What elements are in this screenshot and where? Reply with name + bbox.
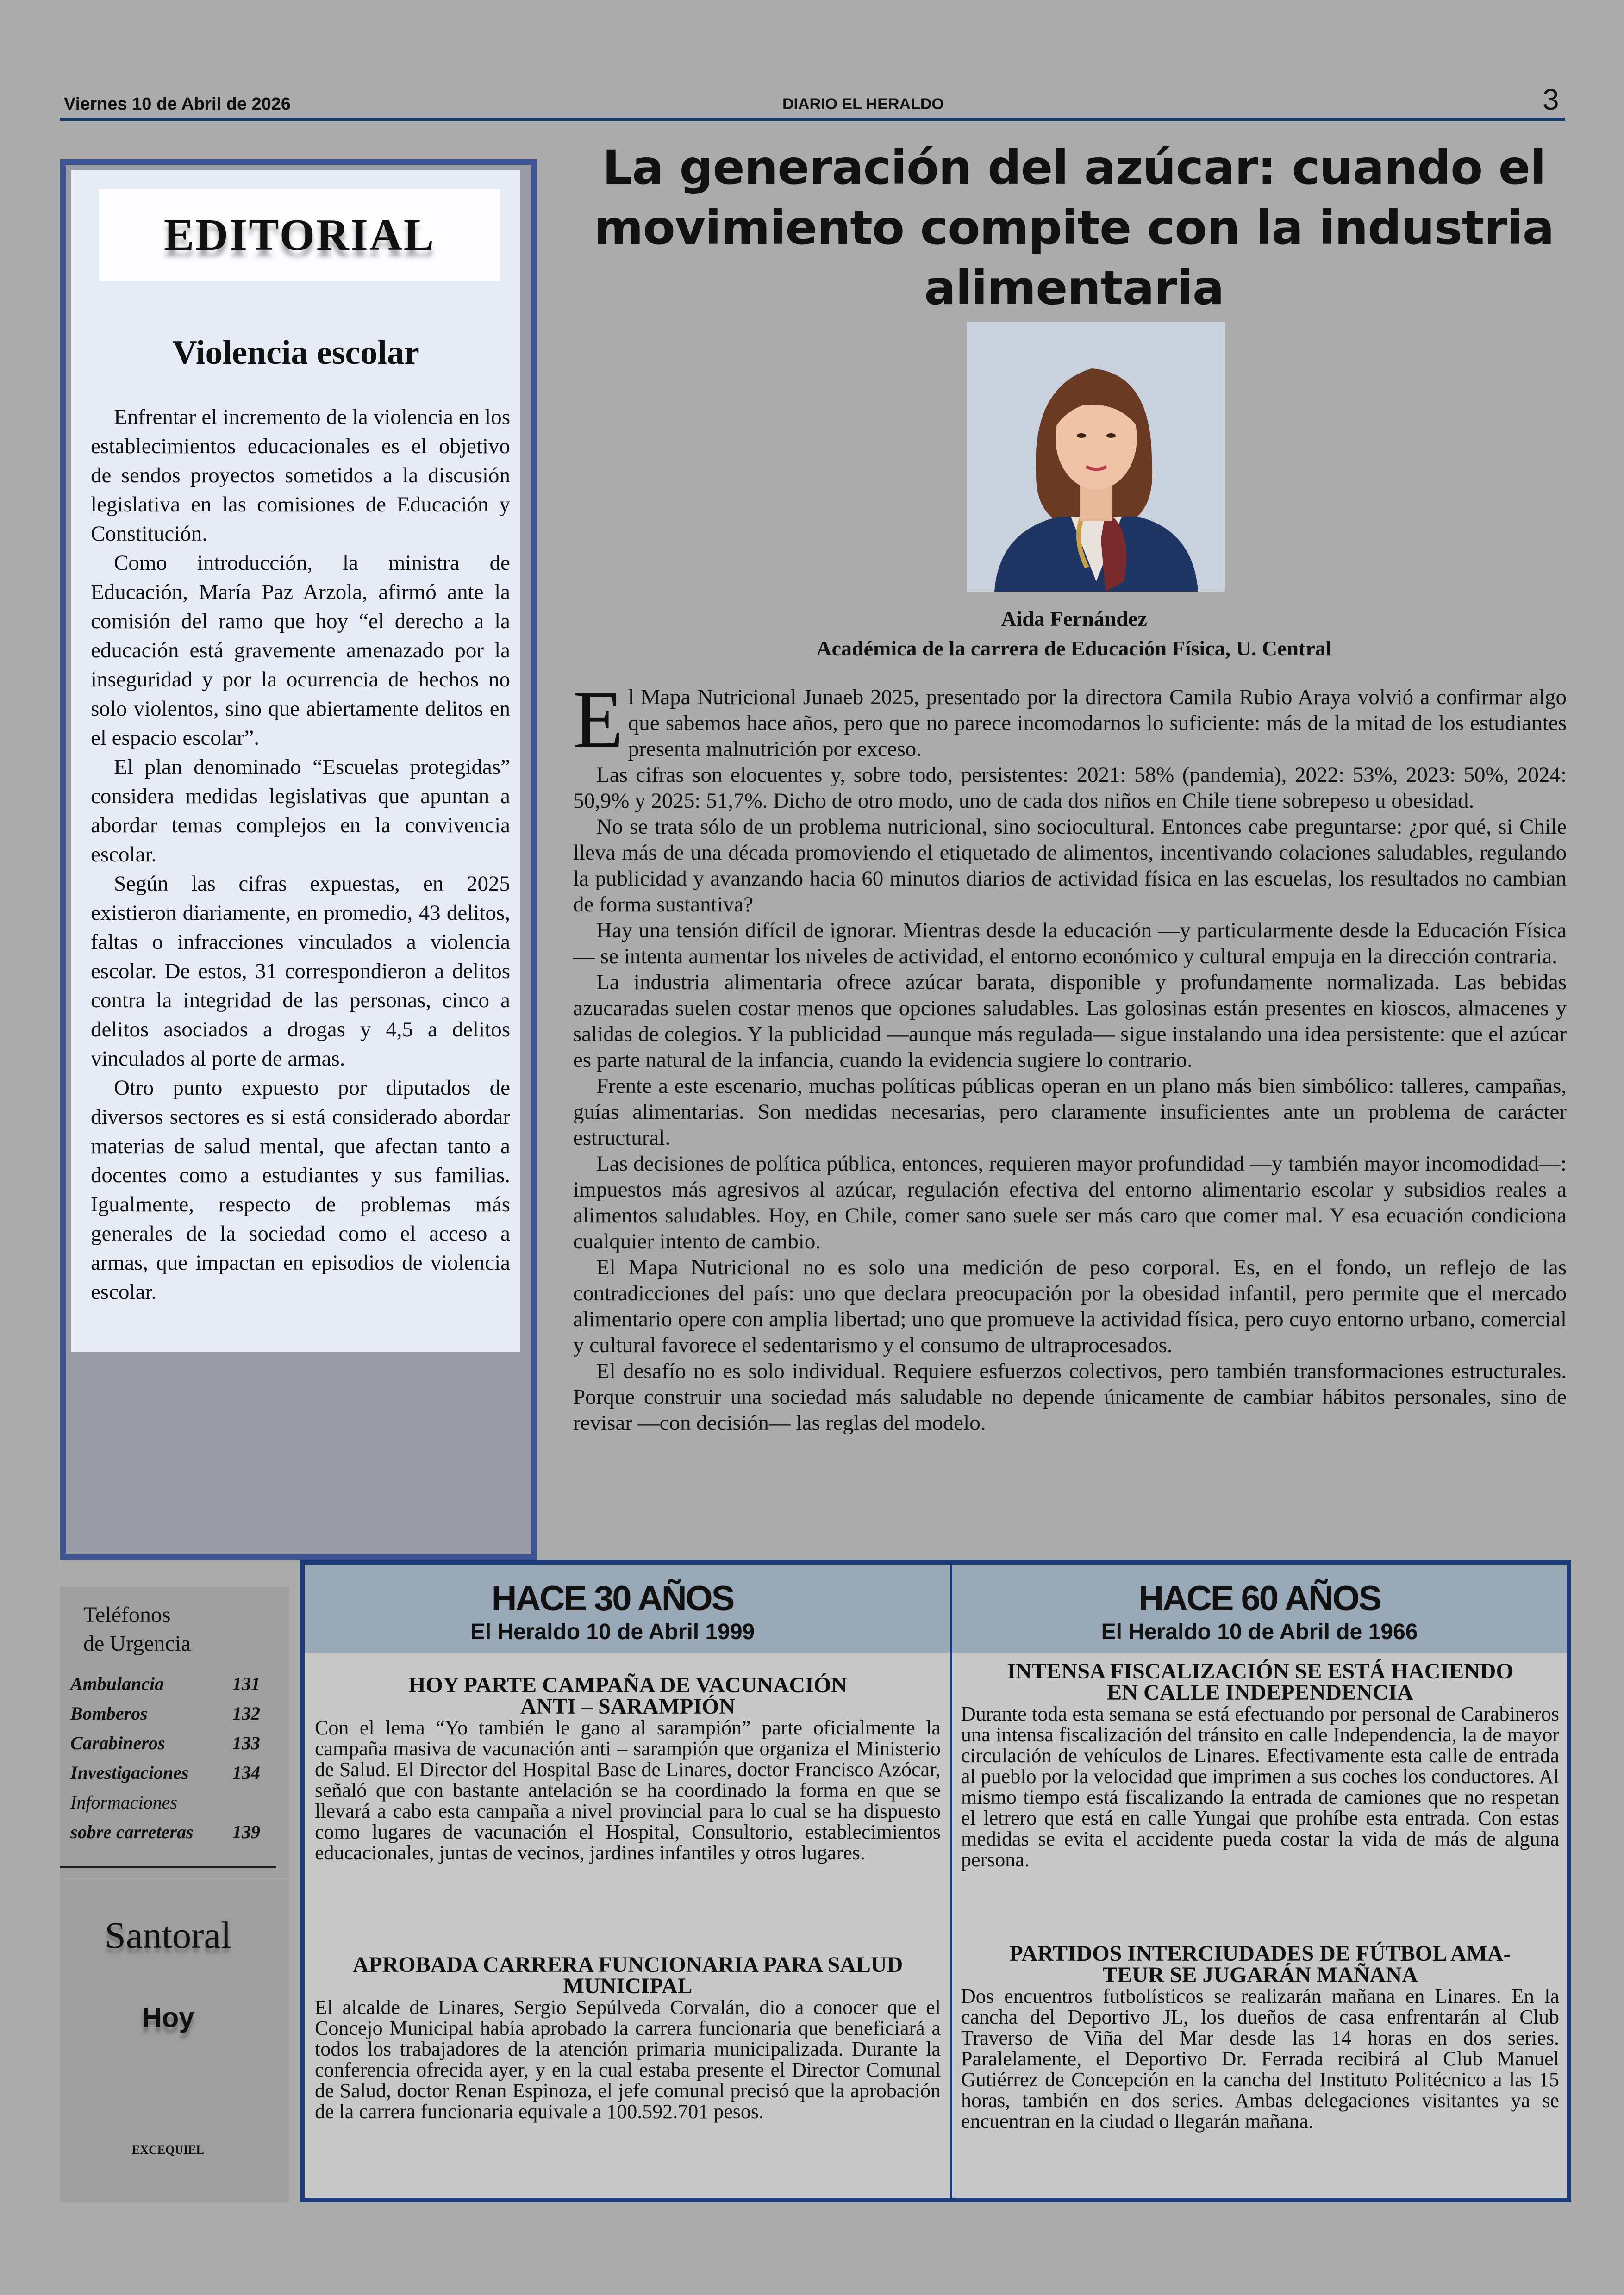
- emergency-number: 133: [232, 1733, 260, 1753]
- emergency-label: Carabineros: [70, 1733, 165, 1753]
- emergency-number: 139: [232, 1821, 260, 1842]
- news-headline-line: MUNICIPAL: [563, 1974, 693, 1998]
- editorial-paragraph: Según las cifras expuestas, en 2025 existieron diariamente, en promedio, 43 delitos, faltas o infracciones vinculados a violencia escolar. De estos, 31 correspondieron a delitos contra la integridad de las personas, cinco a delitos asociados a drogas y 4,5 a delitos vinculados al porte de armas.: [91, 872, 510, 1071]
- newspaper-name: DIARIO EL HERALDO: [782, 95, 944, 113]
- issue-date: Viernes 10 de Abril de 2026: [64, 94, 291, 114]
- editorial-title: Violencia escolar: [172, 334, 419, 372]
- emergency-label: Ambulancia: [70, 1673, 164, 1694]
- news-headline-line: ANTI – SARAMPIÓN: [520, 1694, 735, 1719]
- news-headline: [315, 1675, 941, 1717]
- emergency-label: Bomberos: [70, 1703, 148, 1724]
- archive-60-subheading: El Heraldo 10 de Abril de 1966: [1101, 1620, 1418, 1644]
- editorial-paragraph: Enfrentar el incremento de la violencia en los establecimientos educacionales es el objetivo de sendos proyectos sometidos a la discusión legislativa en las comisiones de Educación y Constitución.: [91, 405, 510, 546]
- news-headline-line: TEUR SE JUGARÁN MAÑANA: [1102, 1963, 1418, 1987]
- page-number: 3: [1543, 83, 1559, 116]
- article-title: La generación del azúcar: cuando el movimiento compite con la industria alimentaria: [594, 140, 1554, 316]
- emergency-heading: [83, 1601, 191, 1658]
- news-body: Dos encuentros futbolísticos se realizarán mañana en Linares. En la cancha del Deportivo JL, los dueños de casa enfrentarán al Club Traverso de Viña del Mar desde las 14 horas en dos series. Paralelamente, el Deportivo Dr. Ferrada recibirá al Club Manuel Gutiérrez de Concepción en la cancha del Instituto Politécnico a las 15 horas, también en dos series. Ambas delegaciones visitantes ya se encuentran en la ciudad o llegarán mañana.: [961, 1985, 1559, 2133]
- emergency-list: [70, 1669, 260, 1847]
- emergency-entry: [70, 1728, 260, 1758]
- editorial-paragraph: Otro punto expuesto por diputados de diversos sectores es si está considerado abordar materias de salud mental, que afectan tanto a docentes como a estudiantes y sus familias. Igualmente, respecto de problemas más generales de la sociedad como el acceso a armas, que impactan en episodios de violencia escolar.: [91, 1076, 510, 1304]
- emergency-number: 131: [232, 1673, 260, 1694]
- editorial-paragraph: El plan denominado “Escuelas protegidas” considera medidas legislativas que apuntan a abordar temas complejos en la convivencia escolar.: [91, 755, 510, 867]
- archive-60-item: [961, 1661, 1559, 1870]
- archive-30-item: [315, 1954, 941, 2122]
- header-rule: [60, 118, 1565, 121]
- emergency-entry: [70, 1699, 260, 1728]
- author-name: Aida Fernández: [1001, 607, 1147, 630]
- article-paragraph: No se trata sólo de un problema nutricional, sino sociocultural. Entonces cabe preguntarse: ¿por qué, si Chile lleva más de una década promoviendo el etiquetado de alimentos, incentivando colaciones saludables, regulando la publicidad y avanzando hacia 60 minutos diarios de actividad física en las escuelas, los resultados no cambian de forma sustantiva?: [573, 815, 1567, 917]
- article-paragraph: Hay una tensión difícil de ignorar. Mientras desde la educación —y particularmente desde la Educación Física— se intenta aumentar los niveles de actividad, el entorno económico y cultural empuja en la dirección contraria.: [573, 918, 1567, 968]
- news-headline-line: HOY PARTE CAMPAÑA DE VACUNACIÓN: [408, 1673, 847, 1697]
- news-headline: [961, 1661, 1559, 1703]
- emergency-note-text: Informaciones: [70, 1792, 178, 1813]
- article-lead-paragraph: [573, 674, 1567, 765]
- emergency-entry: [70, 1758, 260, 1788]
- article-paragraph: Las decisiones de política pública, entonces, requieren mayor profundidad —y también mayor incomodidad—: impuestos más agresivos al azúcar, regulación efectiva del entorno alimentario escolar y subsidios reales a alimentos saludables. Hoy, en Chile, comer sano suele ser más caro que comer mal. Y esa ecuación condiciona cualquier intento de cambio.: [573, 1152, 1567, 1254]
- emergency-entry: [70, 1817, 260, 1847]
- author-photo: [967, 322, 1225, 592]
- archive-30-subheading: El Heraldo 10 de Abril 1999: [470, 1620, 755, 1644]
- emergency-number: 132: [232, 1703, 260, 1724]
- article-paragraph: El desafío no es solo individual. Requiere esfuerzos colectivos, pero también transformaciones estructurales. Porque construir una sociedad más saludable no depende únicamente de cambiar hábitos personales, sino de revisar —con decisión— las reglas del modelo.: [573, 1359, 1567, 1435]
- sidebar-divider: [60, 1866, 276, 1868]
- editorial-body: [91, 403, 510, 1307]
- emergency-label: Investigaciones: [70, 1762, 189, 1783]
- santoral-title: Santoral: [105, 1914, 231, 1956]
- santoral-today: Hoy: [142, 2002, 194, 2033]
- santoral-saint: EXCEQUIEL: [131, 2143, 205, 2157]
- news-headline-line: INTENSA FISCALIZACIÓN SE ESTÁ HACIENDO: [1007, 1659, 1513, 1684]
- emergency-number: 134: [232, 1762, 260, 1783]
- emergency-note: [70, 1788, 260, 1817]
- article-paragraph: Las cifras son elocuentes y, sobre todo, persistentes: 2021: 58% (pandemia), 2022: 53%, 2023: 50%, 2024: 50,9% y 2025: 51,7%. Dicho de otro modo, uno de cada dos niños en Chile tiene sobrepeso u obesidad.: [573, 763, 1567, 813]
- editorial-paragraph: Como introducción, la ministra de Educación, María Paz Arzola, afirmó ante la comisión del ramo que hoy “el derecho a la educación está gravemente amenazado por la inseguridad y por la ocurrencia de hechos no solo violentos, sino que abiertamente delitos en el espacio escolar”.: [91, 551, 510, 750]
- archive-divider: [950, 1565, 952, 2198]
- author-portrait-illustration: [967, 322, 1225, 592]
- news-body: Durante toda esta semana se está efectuando por personal de Carabineros una intensa fiscalización del tránsito en calle Independencia, la de mayor circulación de vehículos de Linares. Efectivamente esta calle de entrada al pueblo por la velocidad que imprimen a sus coches los conductores. Al mismo tiempo está fiscalizando la entrada de camiones que no respetan el letrero que está en calle Yungai que prohíbe esta entrada. Con estas medidas se evita el accidente pueda costar la vida de más de alguna persona.: [961, 1703, 1559, 1871]
- article-paragraph: La industria alimentaria ofrece azúcar barata, disponible y profundamente normalizada. Las bebidas azucaradas suelen costar menos que opciones saludables. Las golosinas están presentes en kioscos, almacenes y salidas de colegios. Y la publicidad —aunque más regulada— sigue instalando una idea persistente: que el azúcar es parte natural de la infancia, cuando la evidencia sugiere lo contrario.: [573, 970, 1567, 1072]
- emergency-entry: [70, 1669, 260, 1699]
- archive-60-heading: HACE 60 AÑOS: [1138, 1579, 1380, 1618]
- archive-60-item: [961, 1943, 1559, 2132]
- news-body: Con el lema “Yo también le gano al sarampión” parte oficialmente la campaña masiva de vacunación anti – sarampión que organiza el Ministerio de Salud. El Director del Hospital Base de Linares, doctor Francisco Azócar, señaló que con bastante antelación se ha coordinado la forma en que se llevará a cabo esta campaña a nivel provincial para lo cual se ha dispuesto como lugares de vacunación el Hospital, Consultorio, establecimientos educacionales, juntas de vecinos, jardines infantiles y otros lugares.: [315, 1716, 941, 1864]
- news-headline-line: APROBADA CARRERA FUNCIONARIA PARA SALUD: [352, 1952, 903, 1977]
- emergency-heading-line1: Teléfonos: [83, 1603, 171, 1627]
- emergency-label: sobre carreteras: [70, 1821, 194, 1842]
- news-body: El alcalde de Linares, Sergio Sepúlveda Corvalán, dio a conocer que el Concejo Municipal había aprobado la carrera funcionaria que beneficiará a todos los trabajadores de la atención primaria municipalizada. Durante la conferencia ofrecida ayer, y en la cual estaba presente el Director Comunal de Salud, doctor Renan Espinoza, el jefe comunal precisó que la aprobación de la carrera funcionaria equivale a 100.592.701 pesos.: [315, 1996, 941, 2123]
- article-paragraph: Frente a este escenario, muchas políticas públicas operan en un plano más bien simbólico: talleres, campañas, guías alimentarias. Son medidas necesarias, pero claramente insuficientes ante un problema de carácter estructural.: [573, 1074, 1567, 1150]
- editorial-banner: EDITORIAL: [99, 189, 500, 281]
- news-headline: [961, 1943, 1559, 1986]
- article-body: [573, 674, 1567, 1436]
- news-headline-line: EN CALLE INDEPENDENCIA: [1107, 1680, 1413, 1705]
- article-paragraph: El Mapa Nutricional no es solo una medición de peso corporal. Es, en el fondo, un reflejo de las contradicciones del país: uno que declara preocupación por la obesidad infantil, pero permite que el mercado alimentario opere con amplia libertad; uno que promueve la actividad física, pero cuyo entorno urbano, comercial y cultural favorece el sedentarismo y el consumo de ultraprocesados.: [573, 1255, 1567, 1357]
- archive-30-heading: HACE 30 AÑOS: [491, 1579, 734, 1618]
- author-role: Académica de la carrera de Educación Física, U. Central: [816, 636, 1332, 660]
- drop-cap: E: [573, 674, 624, 765]
- emergency-heading-line2: de Urgencia: [83, 1631, 191, 1656]
- article-lead-text: l Mapa Nutricional Junaeb 2025, presentado por la directora Camila Rubio Araya volvió a confirmar algo que sabemos hace años, pero que no parece incomodarnos lo suficiente: más de la mitad de los estudiantes presenta malnutrición por exceso.: [628, 685, 1567, 761]
- news-headline: [315, 1954, 941, 1997]
- news-headline-line: PARTIDOS INTERCIUDADES DE FÚTBOL AMA-: [1009, 1941, 1511, 1966]
- archive-30-item: [315, 1675, 941, 1863]
